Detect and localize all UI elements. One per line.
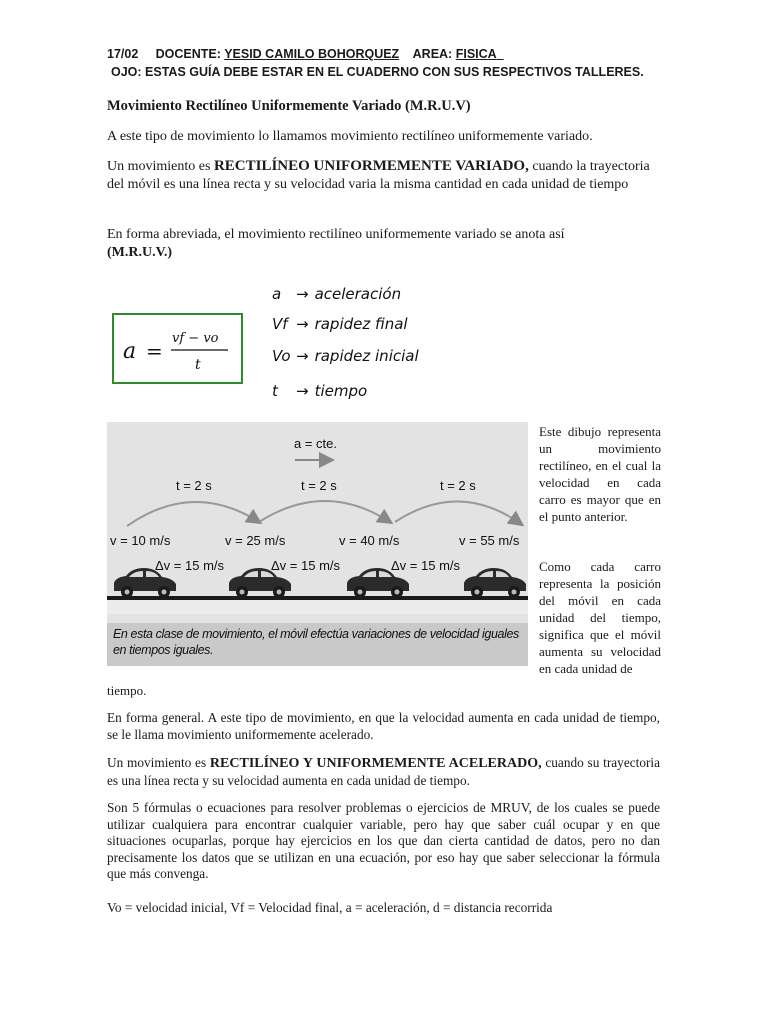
legend-meaning: aceleración [314,285,402,303]
legend-row-rapidez-inicial [272,347,419,365]
header-note: OJO: ESTAS GUÍA DEBE ESTAR EN EL CUADERNO CON SUS RESPECTIVOS TALLERES. [111,65,644,79]
abbreviation-bold: (M.R.U.V.) [107,245,173,260]
arrow-right-icon: → [296,382,309,400]
arrow-right-icon: → [296,285,309,303]
road-line [107,596,528,600]
accelerated-bold: RECTILÍNEO Y UNIFORMEMENTE ACELERADO, [209,756,542,771]
legend-row-rapidez-final [272,315,408,333]
legend-symbol: Vf [272,315,288,333]
formula-svg [114,315,241,382]
accelerated-definition-paragraph [107,755,660,789]
delta-velocity-label: Δv = 15 m/s [155,558,225,573]
accelerated-post: cuando su trayectoria es una línea recta y su velocidad aumenta en cada unidad de tiempo. [107,755,660,788]
header-docente-name: YESID CAMILO BOHORQUEZ [224,47,400,61]
definition-bold: RECTILÍNEO UNIFORMEMENTE VARIADO, [213,158,529,174]
variables-paragraph: Vo = velocidad inicial, Vf = Velocidad final, a = aceleración, d = distancia recorrida [107,900,553,915]
legend-row-aceleracion [272,285,401,303]
road-strip [107,600,528,614]
legend-symbol: a [272,285,282,303]
arrow-right-icon: → [296,315,309,333]
formula-denominator: t [195,357,201,373]
side-paragraph-1: Este dibujo representa un movimiento rectilíneo, en el cual la velocidad en cada carro es mayor que en el punto anterior. [539,424,661,524]
header-docente-label: DOCENTE: [155,47,221,61]
abbreviation-paragraph [107,226,660,262]
delta-velocity-label: Δv = 15 m/s [391,558,461,573]
acceleration-label: a = cte. [294,436,337,451]
formula-lhs: a [123,339,137,364]
velocity-label: v = 40 m/s [339,533,400,548]
header-date: 17/02 [107,47,139,61]
formula-box [112,313,243,384]
header-area-label: AREA: [412,47,453,61]
interval-label: t = 2 s [176,478,212,493]
formulas-paragraph: Son 5 fórmulas o ecuaciones para resolver problemas o ejercicios de MRUV, de los cuales se puede utilizar cualquiera para encontrar cualquier variable, pero hay que saber cuál ocupar y en que situaciones ocuparlas, porque hay ejercicios en los que dan cierta cantidad de datos, pero no dan precisamente los datos que se utilizan en una ecuación, por eso hay que saber seleccionar la fórmula que más convenga. [107,800,660,881]
arrow-right-icon: → [296,347,309,365]
formula-numerator: vf − vo [172,331,219,346]
header-line [107,47,504,61]
legend-meaning: rapidez inicial [314,347,419,365]
legend-symbol: Vo [272,347,291,365]
definition-paragraph [107,157,660,194]
definition-pre: Un movimiento es [107,159,214,174]
diagram-caption: En esta clase de movimiento, el móvil efectúa variaciones de velocidad iguales en tiempos iguales. [113,627,519,657]
velocity-label: v = 25 m/s [225,533,286,548]
formula-equals: = [146,339,163,363]
velocity-label: v = 55 m/s [459,533,520,548]
interval-label: t = 2 s [301,478,337,493]
definition-post: cuando la trayectoria del móvil es una línea recta y su velocidad varia la misma cantidad en cada unidad de tiempo [107,159,650,192]
legend-symbol: t [272,382,278,400]
interval-label: t = 2 s [440,478,476,493]
delta-velocity-label: Δv = 15 m/s [271,558,341,573]
page-title: Movimiento Rectilíneo Uniformemente Variado (M.R.U.V) [107,98,471,114]
legend-row-tiempo [272,382,367,400]
side-paragraph-end: tiempo. [107,683,147,698]
legend-meaning: rapidez final [314,315,408,333]
general-paragraph: En forma general. A este tipo de movimiento, en que la velocidad aumenta en cada unidad de tiempo, se le llama movimiento uniformemente acelerado. [107,710,660,742]
intro-paragraph: A este tipo de movimiento lo llamamos movimiento rectilíneo uniformemente variado. [107,129,593,144]
accelerated-pre: Un movimiento es [107,755,210,770]
header-area-name: FISICA [455,47,497,61]
side-paragraph-2: Como cada carro representa la posición del móvil en cada unidad del tiempo, significa que el móvil aumenta su velocidad en cada unidad de [539,559,661,676]
legend-meaning: tiempo [314,382,368,400]
abbreviation-text: En forma abreviada, el movimiento rectilíneo uniformemente variado se anota así [107,227,565,242]
velocity-label: v = 10 m/s [110,533,171,548]
motion-diagram [107,422,528,666]
